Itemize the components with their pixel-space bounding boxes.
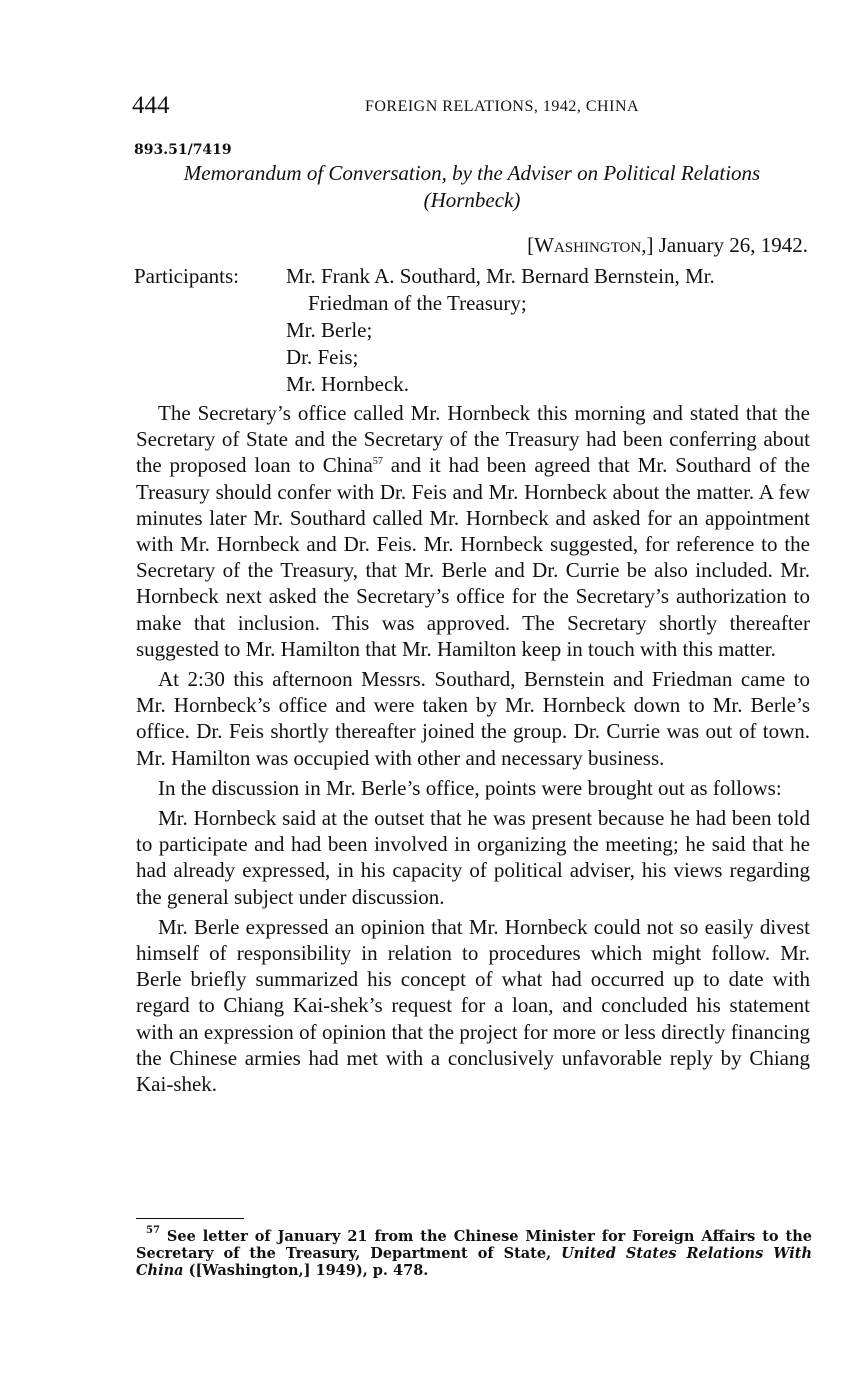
paragraph-2: At 2:30 this afternoon Messrs. Southard, Bernstein and Friedman came to Mr. Hornbeck’s office and were taken by Mr. Hornbeck down to Mr. Berle’s office. Dr. Feis shortly thereafter joined the group. Dr. Currie was out of town. Mr. Hamilton was occupied with other and necessary business. <box>136 667 810 770</box>
paragraph-4: Mr. Hornbeck said at the outset that he was present because he had been told to participate and had been involved in organizing the meeting; he said that he had already expressed, in his capacity of political adviser, his views regarding the general subject under discussion. <box>136 806 810 909</box>
date: January 26, 1942. <box>658 233 808 257</box>
document-title <box>134 160 810 214</box>
footnote-text-a: See letter of January 21 from the Chinese Minister for Foreign Affairs to the Secretary of the Treasury, Department of State, <box>136 1228 812 1262</box>
place: [Washington,] <box>527 233 654 257</box>
title-line-2: (Hornbeck) <box>423 188 521 212</box>
paragraph-1-text-a: The Secretary’s office called Mr. Hornbeck this morning and stated that the Secretary of State and the Secretary of the Treasury had been conferring about the proposed loan to China <box>136 401 810 478</box>
footnote-text-b: ([Washington,] 1949), p. 478. <box>183 1262 429 1279</box>
footnote <box>136 1225 813 1279</box>
paragraph-1-text-b: and it had been agreed that Mr. Southard of the Treasury should confer with Dr. Feis and Mr. Hornbeck about the matter. A few minutes later Mr. Southard called Mr. Hornbeck and asked for an appointment with Mr. Hornbeck and Dr. Feis. Mr. Hornbeck suggested, for reference to the Secretary of the Treasury, that Mr. Berle and Dr. Currie be also included. Mr. Hornbeck next asked the Secretary’s office for the Secretary’s authorization to make that inclusion. This was approved. The Secretary shortly thereafter suggested to Mr. Hamilton that Mr. Hamilton keep in touch with this matter. <box>136 453 810 661</box>
running-head: FOREIGN RELATIONS, 1942, CHINA <box>364 98 640 115</box>
participant-line: Mr. Hornbeck. <box>286 372 410 396</box>
memorandum-body <box>136 400 810 1097</box>
footnote-divider <box>136 1218 244 1219</box>
footnote-reference: 57 <box>372 456 383 468</box>
participant-line: Mr. Frank A. Southard, Mr. Bernard Bernstein, Mr. <box>286 264 715 288</box>
page-number: 444 <box>132 92 170 119</box>
participants-label: Participants: <box>134 264 239 288</box>
page-header <box>132 92 812 126</box>
participants-list <box>286 263 810 398</box>
footnote-italic-title: United States Relations With China <box>136 1245 813 1279</box>
paragraph-5: Mr. Berle expressed an opinion that Mr. Hornbeck could not so easily divest himself of responsibility in relation to procedures which might follow. Mr. Berle briefly summarized his concept of what had occurred up to date with regard to Chiang Kai-shek’s request for a loan, and concluded his statement with an expression of opinion that the project for more or less directly financing the Chinese armies had met with a conclusively unfavorable reply by Chiang Kai-shek. <box>136 914 810 1097</box>
paragraph-3: In the discussion in Mr. Berle’s office, points were brought out as follows: <box>158 775 782 800</box>
dateline <box>134 233 808 258</box>
participant-line: Friedman of the Treasury; <box>308 291 527 315</box>
paragraph-1 <box>136 400 810 662</box>
file-number: 893.51/7419 <box>134 142 232 158</box>
participant-line: Mr. Berle; <box>286 318 373 342</box>
participant-line: Dr. Feis; <box>286 345 359 369</box>
footnote-marker: 57 <box>146 1225 160 1236</box>
title-line-1: Memorandum of Conversation, by the Adviser on Political Relations <box>183 161 761 185</box>
